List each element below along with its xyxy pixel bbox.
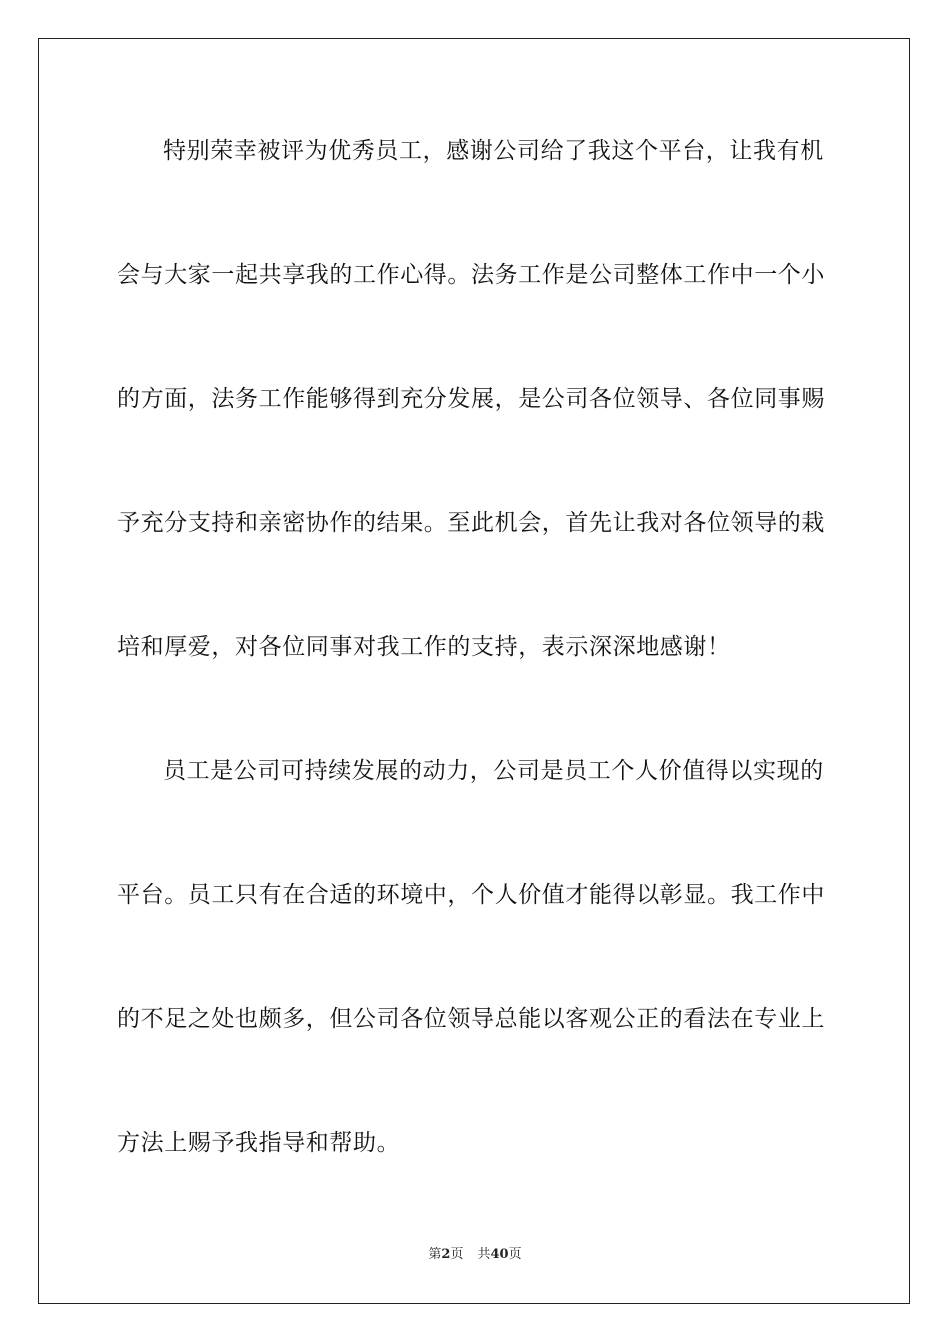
paragraph-2-line-3: 的不足之处也颇多，但公司各位领导总能以客观公正的看法在专业上 <box>117 1006 825 1032</box>
total-pages: 40 <box>490 1247 509 1262</box>
total-prefix: 共 <box>477 1247 491 1262</box>
page-number: 2 <box>441 1247 451 1262</box>
paragraph-2-line-2: 平台。员工只有在合适的环境中，个人价值才能得以彰显。我工作中 <box>117 882 825 908</box>
paragraph-1-line-3: 的方面，法务工作能够得到充分发展，是公司各位领导、各位同事赐 <box>117 386 825 412</box>
page-footer <box>0 1246 950 1264</box>
page-border <box>38 38 910 1304</box>
page-suffix: 页 <box>450 1247 464 1262</box>
paragraph-1-line-4: 予充分支持和亲密协作的结果。至此机会，首先让我对各位领导的栽 <box>117 510 825 536</box>
paragraph-1-line-2: 会与大家一起共享我的工作心得。法务工作是公司整体工作中一个小 <box>117 262 825 288</box>
paragraph-2-line-4: 方法上赐予我指导和帮助。 <box>117 1130 401 1156</box>
paragraph-1-line-5: 培和厚爱，对各位同事对我工作的支持，表示深深地感谢！ <box>117 634 731 660</box>
total-suffix: 页 <box>508 1247 522 1262</box>
paragraph-1-line-1: 特别荣幸被评为优秀员工，感谢公司给了我这个平台，让我有机 <box>163 138 824 164</box>
page-prefix: 第 <box>428 1247 442 1262</box>
paragraph-2-line-1: 员工是公司可持续发展的动力，公司是员工个人价值得以实现的 <box>163 758 824 784</box>
